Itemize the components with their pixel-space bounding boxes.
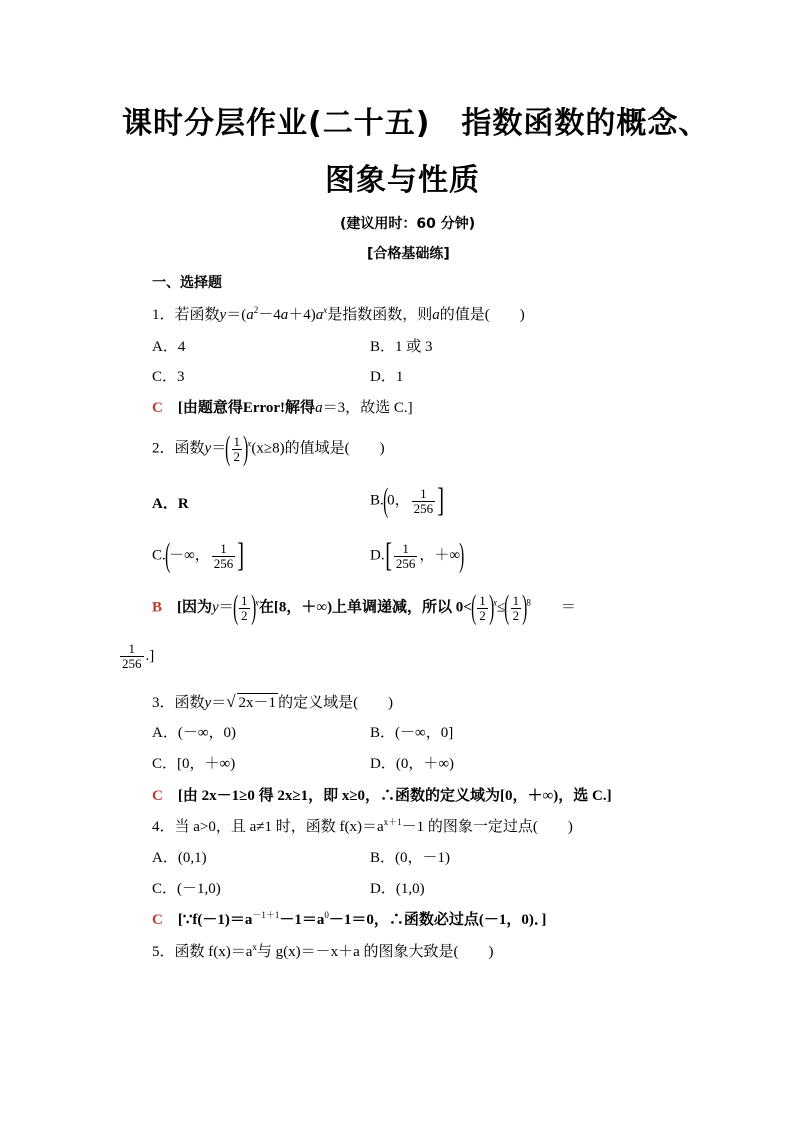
time-note: (建议用时：60 分钟) bbox=[340, 216, 476, 232]
page-title-line1: 课时分层作业(二十五) 指数函数的概念、 bbox=[122, 106, 710, 141]
question-2: 2．函数y＝( $\frac{1}{2}$ )$^x$(x≥8)的值域是( ) bbox=[152, 430, 385, 467]
answer-letter: C bbox=[152, 400, 163, 416]
q4-option-c: C．(－1,0) bbox=[152, 881, 221, 897]
section-level: [合格基础练] bbox=[367, 246, 450, 262]
q2-option-b: B.(0， $\frac{1}{256}$ ] bbox=[370, 482, 445, 519]
q4-option-b: B．(0，－1) bbox=[370, 850, 450, 866]
question-5: 5．函数 $f(x)=a^x$与 g(x)＝－x＋a 的图象大致是( ) bbox=[152, 942, 494, 960]
q3-option-b: B．(－∞，0] bbox=[370, 725, 454, 741]
radicand: 2x－1 bbox=[238, 695, 277, 711]
q2-option-a: A．R bbox=[152, 496, 189, 512]
q3-option-c: C．[0，＋∞) bbox=[152, 756, 236, 772]
section-heading: 一、选择题 bbox=[152, 275, 222, 291]
q2-answer: B [因为y＝( $\frac{1}{2}$ )$^x$在[8，＋∞)上单调递减，所以 0<( $\frac{1}{2}$ )$^x$≤( $\frac{1}{2}$ )$^8$ ＝ bbox=[152, 589, 576, 626]
question-4: 4．当 a>0，且 a≠1 时，函数 $f(x)=a^{x+1}-1$ 的图象一定过点( ) bbox=[152, 817, 573, 835]
q3-option-d: D．(0，＋∞) bbox=[370, 756, 455, 772]
q2-answer-continued: $\frac{1}{256}$ .] bbox=[122, 641, 155, 671]
q3-option-a: A．(－∞，0) bbox=[152, 725, 237, 741]
q2-option-c: C.(－∞， $\frac{1}{256}$ ] bbox=[152, 537, 245, 574]
q1-option-d: D．1 bbox=[370, 369, 404, 385]
q4-option-a: A．(0,1) bbox=[152, 850, 207, 866]
answer-letter: C bbox=[152, 912, 163, 928]
q1-answer: C [由题意得Error!解得a＝3，故选 C.] bbox=[152, 400, 413, 416]
q1-option-b: B．1 或 3 bbox=[370, 339, 433, 355]
q4-option-d: D．(1,0) bbox=[370, 881, 425, 897]
q1-option-c: C．3 bbox=[152, 369, 185, 385]
q1-option-a: A．4 bbox=[152, 339, 186, 355]
page-title-line2: 图象与性质 bbox=[325, 163, 480, 198]
answer-letter: C bbox=[152, 788, 163, 804]
answer-letter: B bbox=[152, 599, 163, 616]
q4-answer: C [$\because f(-1)=a^{-1+1}-1=a^0-1=0$，∴函数必过点(－1，0)．] bbox=[152, 910, 547, 928]
q2-option-d: D.[ $\frac{1}{256}$ ，＋∞) bbox=[370, 537, 465, 574]
q3-answer: C [由 2x－1≥0 得 2x≥1，即 x≥0，∴函数的定义域为[0，＋∞)，选 C.] bbox=[152, 788, 612, 804]
question-3: 3．函数y＝√ 2x－1 的定义域是( ) bbox=[152, 692, 394, 711]
question-1: 1．若函数$y=(a^2-4a+4)a^x$是指数函数，则a的值是( ) bbox=[152, 305, 525, 323]
